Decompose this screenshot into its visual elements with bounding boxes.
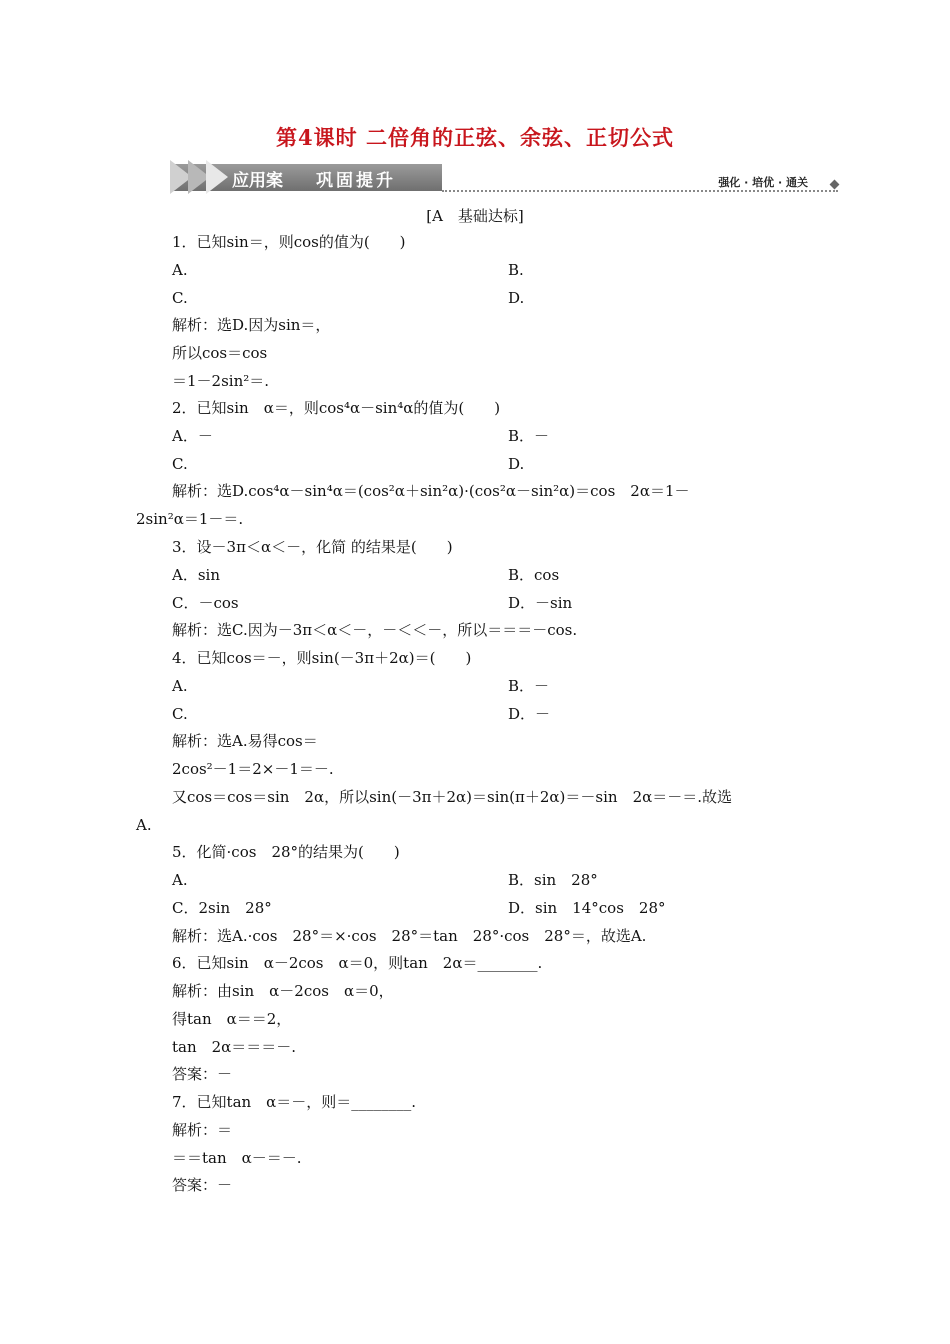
banner-label-application: 应用案 xyxy=(232,171,283,191)
answer-line: 答案：－ xyxy=(172,1176,233,1194)
solution-line: ＝1－2sin²＝. xyxy=(172,372,270,390)
question-7: 7．已知tan α＝－，则＝________. xyxy=(172,1093,417,1111)
solution-line: 又cos＝cos＝sin 2α，所以sin(－3π＋2α)＝sin(π＋2α)＝－sin 2α＝－＝.故选 xyxy=(172,788,733,806)
page-title: 第4课时 二倍角的正弦、余弦、正切公式 xyxy=(276,125,674,150)
answer-line: 答案：－ xyxy=(172,1065,233,1083)
solution-line: tan 2α＝＝＝－. xyxy=(172,1038,297,1056)
option-b: B．－ xyxy=(508,427,550,445)
option-d: D. xyxy=(508,289,525,307)
option-c: C. xyxy=(172,455,188,473)
option-d: D．－sin xyxy=(508,594,573,612)
question-2: 2．已知sin α＝，则cos⁴α－sin⁴α的值为( ) xyxy=(172,399,501,417)
option-a: A．－ xyxy=(172,427,213,445)
solution-line: 解析：由sin α－2cos α＝0， xyxy=(172,982,394,1000)
solution-line: 解析：选C.因为－3π＜α＜－，－＜＜－，所以＝＝＝－cos. xyxy=(172,621,578,639)
option-b: B. xyxy=(508,261,524,279)
question-1: 1．已知sin＝，则cos的值为( ) xyxy=(172,233,406,251)
option-d: D．sin 14°cos 28° xyxy=(508,899,666,917)
solution-line: 解析：选D.因为sin＝， xyxy=(172,316,331,334)
diamond-icon xyxy=(830,180,840,190)
solution-line: 得tan α＝＝2， xyxy=(172,1010,292,1028)
option-b: B．－ xyxy=(508,677,550,695)
option-b: B．sin 28° xyxy=(508,871,598,889)
option-a: A. xyxy=(172,677,188,695)
banner-tagline: 强化 · 培优 · 通关 xyxy=(718,176,808,189)
question-5: 5．化简·cos 28°的结果为( ) xyxy=(172,843,400,861)
solution-line: 解析：选A.·cos 28°＝×·cos 28°＝tan 28°·cos 28°＝，故选A. xyxy=(172,927,647,945)
solution-line: 解析：选D.cos⁴α－sin⁴α＝(cos²α＋sin²α)·(cos²α－sin²α)＝cos 2α＝1－ xyxy=(172,482,690,500)
option-c: C．－cos xyxy=(172,594,239,612)
option-d: D. xyxy=(508,455,525,473)
option-c: C．2sin 28° xyxy=(172,899,272,917)
solution-line: 解析：选A.易得cos＝ xyxy=(172,732,318,750)
option-d: D．－ xyxy=(508,705,551,723)
question-4: 4．已知cos＝－，则sin(－3π＋2α)＝( ) xyxy=(172,649,472,667)
question-3: 3．设－3π＜α＜－，化简 的结果是( ) xyxy=(172,538,453,556)
option-b: B．cos xyxy=(508,566,560,584)
solution-line: 2cos²－1＝2×－1＝－. xyxy=(172,760,334,778)
option-a: A．sin xyxy=(172,566,220,584)
option-c: C. xyxy=(172,705,188,723)
section-heading: [A 基础达标] xyxy=(426,207,524,225)
option-c: C. xyxy=(172,289,188,307)
option-a: A. xyxy=(172,261,188,279)
section-banner xyxy=(170,160,840,196)
solution-line: ＝＝tan α－＝－. xyxy=(172,1149,302,1167)
banner-label-consolidate: 巩固提升 xyxy=(316,171,396,191)
solution-line: A. xyxy=(136,816,152,834)
chevron-right-icon xyxy=(206,160,228,194)
solution-line: 解析：＝ xyxy=(172,1121,233,1139)
question-6: 6．已知sin α－2cos α＝0，则tan 2α＝________. xyxy=(172,954,543,972)
solution-line: 2sin²α＝1－＝. xyxy=(136,510,244,528)
solution-line: 所以cos＝cos xyxy=(172,344,268,362)
banner-dotted-line xyxy=(442,190,838,192)
option-a: A. xyxy=(172,871,188,889)
